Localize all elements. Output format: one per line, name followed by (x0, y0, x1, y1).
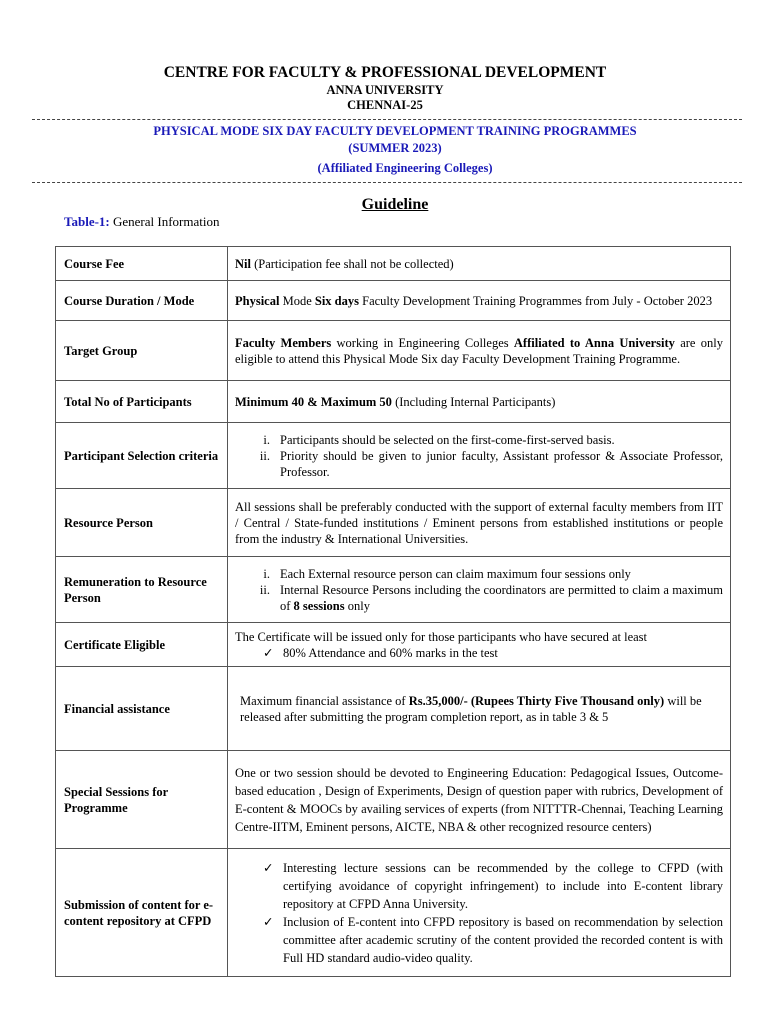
table-row (56, 321, 731, 381)
row-key: Course Duration / Mode (56, 281, 228, 321)
table-caption-text: General Information (113, 214, 220, 229)
table-row (56, 247, 731, 281)
table-row (56, 623, 731, 667)
table-row (56, 849, 731, 977)
list-item: ii. Priority should be given to junior faculty, Assistant professor & Associate Professor, Professor. (259, 448, 723, 479)
programme-audience: (Affiliated Engineering Colleges) (317, 161, 493, 175)
table-row (56, 381, 731, 423)
row-value: Minimum 40 & Maximum 50 (Including Internal Participants) (228, 381, 731, 423)
row-key: Submission of content for e-content repository at CFPD (56, 849, 228, 977)
row-key: Total No of Participants (56, 381, 228, 423)
list-item: ✓ Interesting lecture sessions can be recommended by the college to CFPD (with certifying avoidance of copyright infringement) to include into E-content library repository at CFPD Anna University. (263, 860, 723, 911)
row-key: Remuneration to Resource Person (56, 557, 228, 623)
row-key: Course Fee (56, 247, 228, 281)
row-value: Maximum financial assistance of Rs.35,000/- (Rupees Thirty Five Thousand only) will be released after submitting the program completion report, as in table 3 & 5 (228, 667, 731, 751)
row-key: Special Sessions for Programme (56, 751, 228, 849)
table-caption-label: Table-1: (64, 214, 110, 229)
row-key: Certificate Eligible (56, 623, 228, 667)
row-value (228, 557, 731, 623)
list-item: i. Participants should be selected on the first-come-first-served basis. (263, 432, 615, 447)
list-item: ✓ Inclusion of E-content into CFPD repository is based on recommendation by selection committee after academic scrutiny of the content provided the recorded content is with Full HD standard audio-video quality. (263, 914, 723, 965)
table-row (56, 557, 731, 623)
city-name: CHENNAI-25 (347, 98, 423, 112)
row-value: One or two session should be devoted to Engineering Education: Pedagogical Issues, Outcome-based education , Design of Experiments, Design of question paper with rubrics, Development of E-content & MOOCs by availing services of experts (from NITTTR-Chennai, Teaching Learning Centre-IITM, Eminent persons, AICTE, NBA & other recognized resource centers) (228, 751, 731, 849)
programme-season: (SUMMER 2023) (348, 141, 442, 155)
row-value (228, 849, 731, 977)
centre-title: CENTRE FOR FACULTY & PROFESSIONAL DEVELOPMENT (163, 64, 607, 81)
check-icon: ✓ (263, 914, 274, 929)
row-value (228, 423, 731, 489)
row-key: Target Group (56, 321, 228, 381)
guideline-heading: Guideline (361, 196, 429, 213)
list-item: ✓ 80% Attendance and 60% marks in the test (263, 645, 498, 660)
divider-top (32, 119, 742, 120)
check-icon: ✓ (263, 645, 274, 660)
table-row (56, 489, 731, 557)
table-row (56, 667, 731, 751)
row-value: The Certificate will be issued only for those participants who have secured at least ✓ 80% Attendance and 60% marks in the test (228, 623, 731, 667)
row-key: Financial assistance (56, 667, 228, 751)
programme-title: PHYSICAL MODE SIX DAY FACULTY DEVELOPMENT TRAINING PROGRAMMES (153, 124, 637, 138)
table-row (56, 423, 731, 489)
list-item: ii. Internal Resource Persons including the coordinators are permitted to claim a maximum of 8 sessions only (259, 582, 723, 613)
row-value: Physical Mode Six days Faculty Development Training Programmes from July - October 2023 (228, 281, 731, 321)
university-name: ANNA UNIVERSITY (326, 83, 444, 97)
list-item: i. Each External resource person can claim maximum four sessions only (263, 566, 631, 581)
row-value: Faculty Members working in Engineering Colleges Affiliated to Anna University are only eligible to attend this Physical Mode Six day Faculty Development Training Programme. (228, 321, 731, 381)
check-icon: ✓ (263, 860, 274, 875)
table-caption (64, 214, 219, 230)
divider-bottom (32, 182, 742, 183)
table-row (56, 751, 731, 849)
table-row (56, 281, 731, 321)
row-key: Resource Person (56, 489, 228, 557)
row-key: Participant Selection criteria (56, 423, 228, 489)
row-value: All sessions shall be preferably conducted with the support of external faculty members from IIT / Central / State-funded institutions / Eminent persons from established institutions or people from the industry & International Universities. (228, 489, 731, 557)
row-value: Nil (Participation fee shall not be collected) (228, 247, 731, 281)
general-information-table (55, 246, 731, 977)
